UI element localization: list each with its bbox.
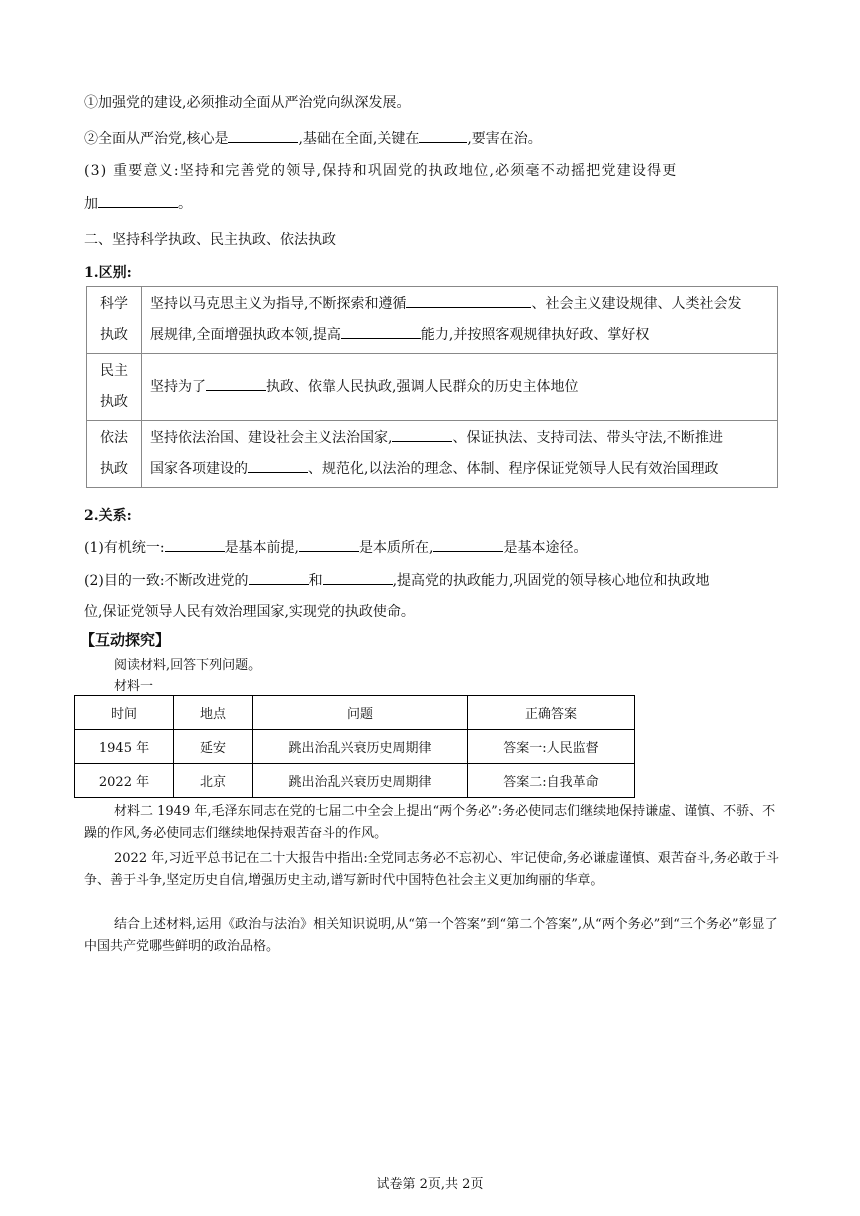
section-heading-2: 二、坚持科学执政、民主执政、依法执政 bbox=[84, 232, 336, 248]
material-2: 材料二 1949 年,毛泽东同志在党的七届二中全会上提出“两个务必”:务必使同志们继续地保持谦虚、谨慎、不骄、不躁的作风,务必使同志们继续地保持艰苦奋斗的作风。 bbox=[84, 804, 776, 841]
blank[interactable] bbox=[433, 537, 503, 552]
header-cell: 地点 bbox=[174, 696, 253, 730]
blank[interactable] bbox=[341, 324, 421, 339]
line-2-a: ②全面从严治党,核心是 bbox=[84, 131, 229, 147]
relation-2-cont: 位,保证党领导人民有效治理国家,实现党的执政使命。 bbox=[84, 604, 415, 620]
table-cell: 跳出治乱兴衰历史周期律 bbox=[253, 730, 468, 764]
table-cell: 2022 年 bbox=[75, 764, 174, 798]
blank[interactable] bbox=[248, 458, 308, 473]
material-1-table bbox=[74, 695, 635, 798]
line-1: ①加强党的建设,必须推动全面从严治党向纵深发展。 bbox=[84, 95, 411, 111]
blank[interactable] bbox=[249, 570, 309, 585]
header-cell: 问题 bbox=[253, 696, 468, 730]
row-label: 依法 执政 bbox=[87, 421, 142, 488]
row-content: 坚持依法治国、建设社会主义法治国家, 、保证执法、支持司法、带头守法,不断推进 国家各项建设的 、规范化,以法治的理念、体制、程序保证党领导人民有效治国理政 bbox=[142, 421, 778, 488]
header-cell: 正确答案 bbox=[468, 696, 635, 730]
table-row bbox=[75, 730, 635, 764]
table-header-row bbox=[75, 696, 635, 730]
blank[interactable] bbox=[228, 128, 298, 143]
blank[interactable] bbox=[206, 376, 266, 391]
blank[interactable] bbox=[98, 193, 178, 208]
blank[interactable] bbox=[299, 537, 359, 552]
line-4 bbox=[84, 193, 192, 213]
header-cell: 时间 bbox=[75, 696, 174, 730]
relation-1: (1)有机统一: 是基本前提, 是本质所在, 是基本途径。 bbox=[84, 537, 587, 557]
difference-table bbox=[86, 286, 778, 488]
table-cell: 北京 bbox=[174, 764, 253, 798]
material-1-label: 材料一 bbox=[114, 679, 154, 694]
table-row bbox=[87, 421, 778, 488]
explore-intro: 阅读材料,回答下列问题。 bbox=[114, 658, 262, 673]
question: 结合上述材料,运用《政治与法治》相关知识说明,从“第一个答案”到“第二个答案”,从“两个务必”到“三个务必”彰显了中国共产党哪些鲜明的政治品格。 bbox=[84, 917, 778, 954]
relation-2: (2)目的一致:不断改进党的 和 ,提高党的执政能力,巩固党的领导核心地位和执政地 bbox=[84, 570, 709, 590]
blank[interactable] bbox=[323, 570, 393, 585]
blank[interactable] bbox=[406, 293, 531, 308]
subheading-difference: 1.区别: bbox=[84, 265, 132, 281]
line-2 bbox=[84, 128, 542, 148]
table-cell: 答案二:自我革命 bbox=[468, 764, 635, 798]
blank[interactable] bbox=[419, 128, 467, 143]
line-4-b: 。 bbox=[178, 196, 192, 212]
table-cell: 跳出治乱兴衰历史周期律 bbox=[253, 764, 468, 798]
blank[interactable] bbox=[165, 537, 225, 552]
blank[interactable] bbox=[392, 427, 452, 442]
table-row bbox=[87, 287, 778, 354]
table-cell: 1945 年 bbox=[75, 730, 174, 764]
line-4-a: 加 bbox=[84, 196, 98, 212]
subheading-relation: 2.关系: bbox=[84, 508, 132, 524]
table-row bbox=[87, 354, 778, 421]
row-content: 坚持为了 执政、依靠人民执政,强调人民群众的历史主体地位 bbox=[142, 354, 778, 421]
table-cell: 答案一:人民监督 bbox=[468, 730, 635, 764]
explore-title: 【互动探究】 bbox=[80, 631, 171, 649]
row-label: 科学 执政 bbox=[87, 287, 142, 354]
material-3: 2022 年,习近平总书记在二十大报告中指出:全党同志务必不忘初心、牢记使命,务必谦虚谨慎、艰苦奋斗,务必敢于斗争、善于斗争,坚定历史自信,增强历史主动,谱写新时代中国特色社会主义更加绚丽的华章。 bbox=[84, 851, 779, 888]
line-3: (3) 重要意义:坚持和完善党的领导,保持和巩固党的执政地位,必须毫不动摇把党建设得更 bbox=[84, 163, 678, 179]
table-row bbox=[75, 764, 635, 798]
line-2-c: ,要害在治。 bbox=[467, 131, 542, 147]
table-cell: 延安 bbox=[174, 730, 253, 764]
row-label: 民主 执政 bbox=[87, 354, 142, 421]
page-footer: 试卷第 2页,共 2页 bbox=[376, 1177, 484, 1192]
row-content: 坚持以马克思主义为指导,不断探索和遵循 、社会主义建设规律、人类社会发 展规律,全面增强执政本领,提高 能力,并按照客观规律执好政、掌好权 bbox=[142, 287, 778, 354]
line-2-b: ,基础在全面,关键在 bbox=[298, 131, 420, 147]
